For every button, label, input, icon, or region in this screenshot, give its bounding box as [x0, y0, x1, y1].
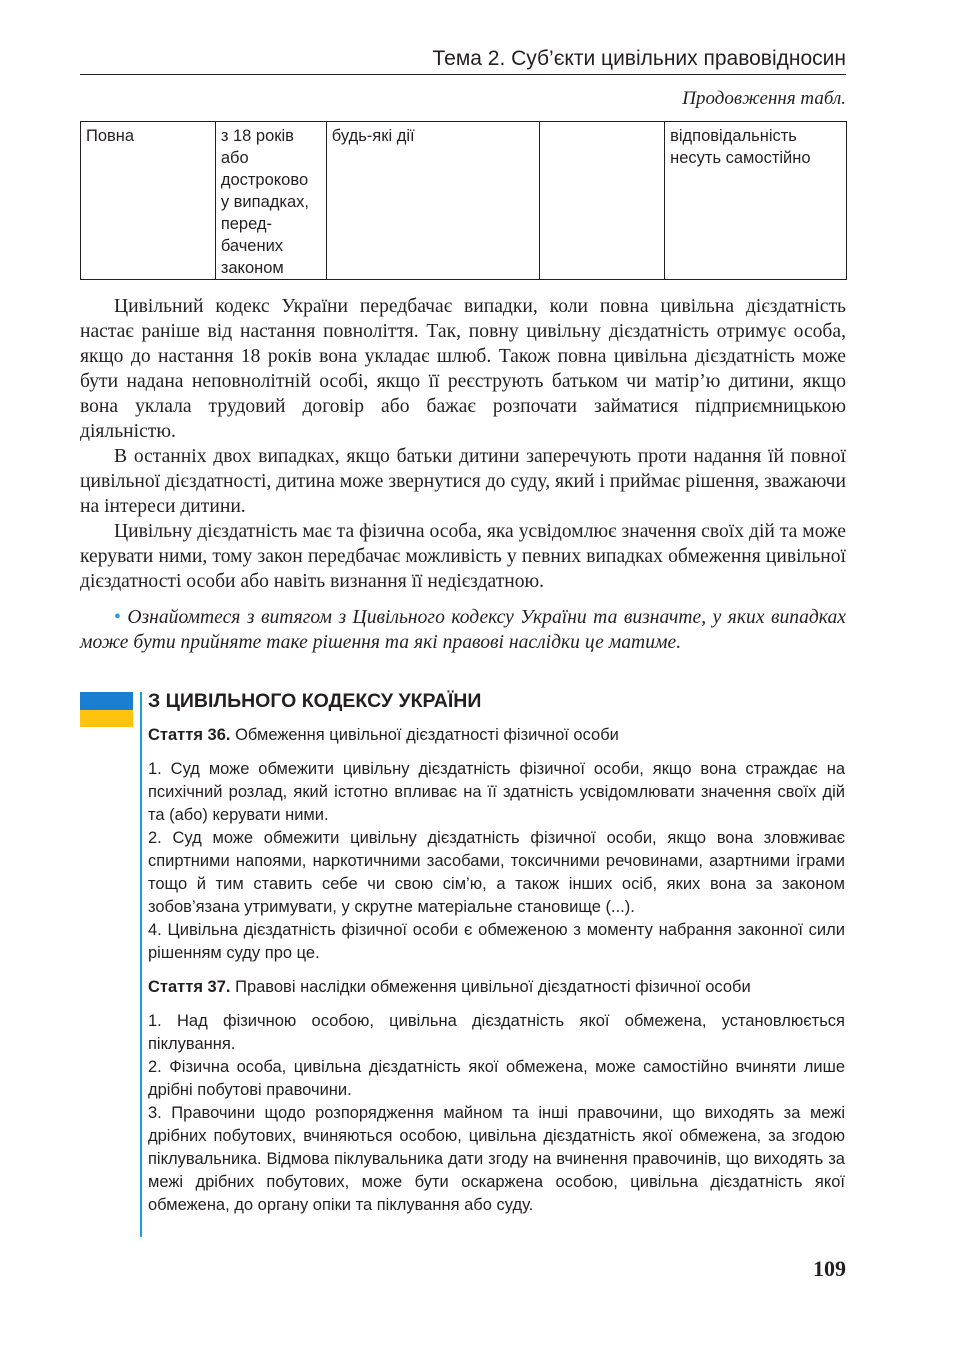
body-paragraph: В останніх двох випадках, якщо батьки дитини заперечують проти надання їй повної цивільної дієздатності, дитина може звернутися до суду, який і приймає рішення, зважаючи на інтереси дитини.	[80, 446, 846, 517]
article-paragraph: 2. Суд може обмежити цивільну дієздатність фізичної особи, якщо вона зловживає спиртними напоями, наркотичними засобами, токсичними речовинами, азартними іграми тощо й тим ставить себе чи свою сім’ю, а також інших осіб, яких вона за законом зобов’язана утримувати, у скрутне матеріальне становище (...).	[148, 829, 845, 916]
ukraine-flag-icon	[80, 692, 133, 727]
article-paragraph: 3. Правочини щодо розпорядження майном та інші правочини, що виходять за межі дрібних побутових, вчиняються особою, цивільна дієздатність якої обмежена, за згодою піклувальника. Відмова піклувальника дати згоду на вчинення правочинів, що виходять за межі дрібних побутових, може бути оскаржена особою, цивільна дієздатність якої обмежена, до органу опіки та піклування або суду.	[148, 1104, 845, 1214]
article-title: Обмеження цивільної дієздатності фізичної особи	[235, 726, 619, 744]
main-text	[80, 294, 846, 594]
article-number: Стаття 36.	[148, 726, 231, 744]
article-title: Правові наслідки обмеження цивільної дієздатності фізичної особи	[235, 978, 751, 996]
body-paragraph: Цивільну дієздатність має та фізична особа, яка усвідомлює значення своїх дій та може керувати ними, тому закон передбачає можливість у певних випадках обмеження цивільної дієздатності особи або навіть визнання її недієздатною.	[80, 521, 846, 592]
table-cell-age: з 18 років або достроково у випадках, перед-бачених законом	[215, 122, 326, 280]
article-paragraph: 2. Фізична особа, цивільна дієздатність якої обмежена, може самостійно вчиняти лише дрібні побутові правочини.	[148, 1058, 845, 1099]
task-text: Ознайомтеся з витягом з Цивільного кодексу України та визначте, у яких випадках може бути прийняте таке рішення та які правові наслідки це матиме.	[80, 607, 846, 653]
table-cell-empty	[540, 122, 665, 280]
task-bullet: •	[114, 607, 121, 628]
table-cell-responsibility: відповідальність несуть самостійно	[665, 122, 847, 280]
code-excerpt-title: З ЦИВІЛЬНОГО КОДЕКСУ УКРАЇНИ	[148, 690, 482, 712]
article-paragraph: 1. Суд може обмежити цивільну дієздатність фізичної особи, якщо вона страждає на психічний розлад, який істотно впливає на її здатність усвідомлювати значення своїх дій та (або) керувати ними.	[148, 760, 845, 824]
running-header	[80, 46, 846, 75]
table-cell-actions: будь-які дії	[326, 122, 540, 280]
body-paragraph: Цивільний кодекс України передбачає випадки, коли повна цивільна дієздатність настає раніше від настання повноліття. Так, повну цивільну дієздатність отримує особа, якщо до настання 18 років вона укладає шлюб. Також повна цивільна дієздатність може бути надана неповнолітній особі, якщо її реєструють батьком чи матір’ю дитини, якщо вона уклала трудовий договір або бажає розпочати займатися підприємницькою діяльністю.	[80, 296, 846, 442]
article-number: Стаття 37.	[148, 978, 231, 996]
code-excerpt-rule	[140, 692, 142, 1237]
article-paragraph: 4. Цивільна дієздатність фізичної особи є обмеженою з моменту набрання законної сили рішенням суду про це.	[148, 921, 845, 962]
page-number: 109	[813, 1256, 846, 1281]
article-heading	[148, 976, 845, 999]
code-excerpt	[148, 688, 845, 1217]
capacity-table	[80, 121, 847, 280]
task-paragraph	[80, 605, 846, 655]
table-cell-capacity-type: Повна	[81, 122, 216, 280]
table-row	[81, 122, 847, 280]
table-continuation-caption: Продовження табл.	[682, 88, 846, 109]
article-paragraph: 1. Над фізичною особою, цивільна дієздатність якої обмежена, установлюється піклування.	[148, 1012, 845, 1053]
running-title: Тема 2. Суб’єкти цивільних правовідносин	[432, 47, 846, 70]
article-heading	[148, 724, 845, 747]
